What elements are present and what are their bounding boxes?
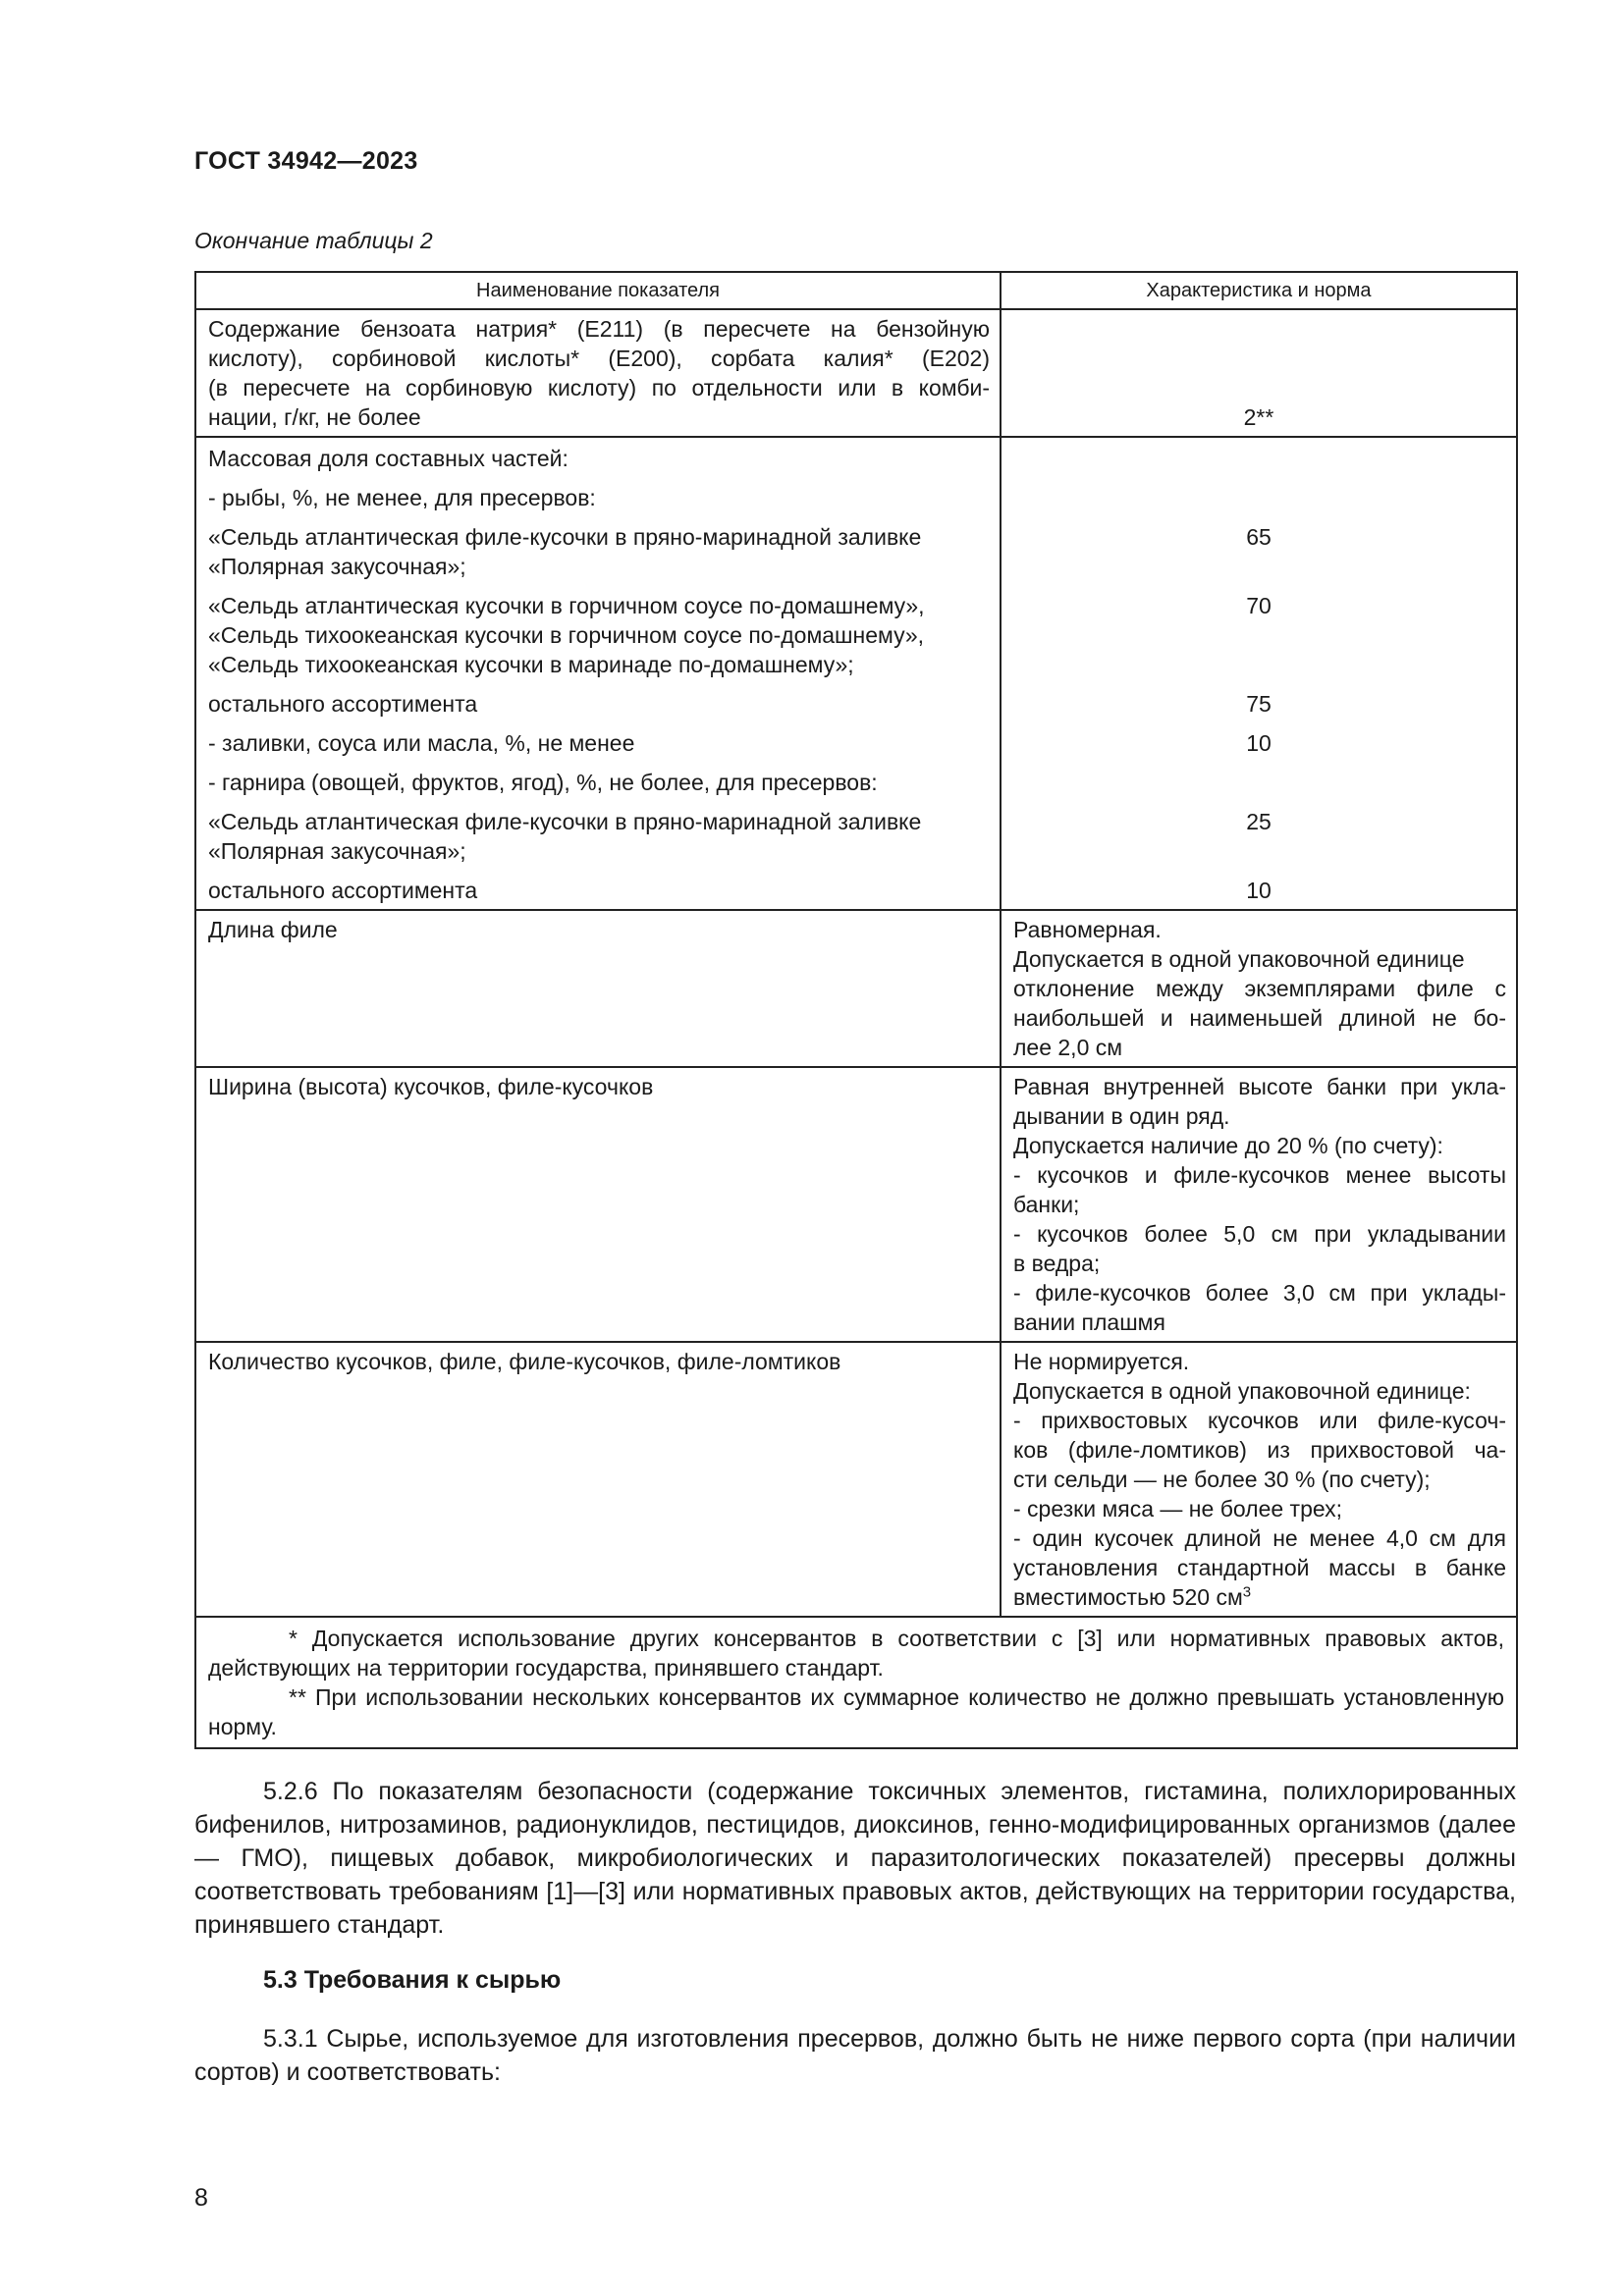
table-row-preservatives [195, 309, 1517, 437]
paragraph-5-3-1: 5.3.1 Сырье, используемое для изготовления пресервов, должно быть не ниже первого сорта (при наличии сортов) и соответствовать: [194, 2025, 1516, 2086]
piece-count-name: Количество кусочков, филе, филе-кусочков, филе-ломтиков [195, 1342, 1001, 1617]
column-header-norm: Характеристика и норма [1001, 272, 1517, 309]
table-footnotes [195, 1617, 1517, 1748]
fillet-length-name: Длина филе [195, 910, 1001, 1067]
table-row-piece-width [195, 1067, 1517, 1342]
mass-item: - заливки, соуса или масла, %, не менее [208, 730, 635, 756]
mass-value: 25 [1246, 809, 1272, 834]
mass-value: 65 [1246, 524, 1272, 550]
mass-value: 70 [1246, 593, 1272, 618]
mass-value: 10 [1246, 878, 1272, 903]
preservatives-name [195, 309, 1001, 437]
preservatives-line: нации, г/кг, не более [208, 404, 421, 430]
mass-item: - рыбы, %, не менее, для пресервов: [208, 485, 596, 510]
mass-value [1001, 444, 1516, 483]
preservatives-line: (в пересчете на сорбиновую кислоту) по отдельности или в комби- [208, 375, 990, 400]
page-number: 8 [194, 2184, 208, 2212]
section-heading-5-3: 5.3 Требования к сырью [263, 1966, 562, 1994]
preservatives-value [1001, 309, 1517, 437]
preservatives-norm: 2** [1243, 404, 1274, 430]
piece-count-norm: Не нормируется. Допускается в одной упаковочной единице: - прихвостовых кусочков или филе-кусоч- ков (филе-ломтиков) из прихвостовой ча- сти сельди — не более 30 % (по счету); - срезки мяса — не более трех; - один кусочек длиной не менее 4,0 см для установления стандартной массы в банке вместимостью 520 $см^3$ [1001, 1342, 1517, 1617]
mass-fraction-names [195, 437, 1001, 910]
mass-item: остального ассортимента [208, 878, 478, 903]
column-header-indicator: Наименование показателя [195, 272, 1001, 309]
preservatives-line: Содержание бензоата натрия* (Е211) (в пересчете на бензойную [208, 316, 990, 342]
footnotes-cell [195, 1617, 1517, 1748]
mass-item: «Сельдь атлантическая кусочки в горчичном соусе по-домашнему», «Сельдь тихоокеанская кусочки в горчичном соусе по-домашнему», «Сельдь тихоокеанская кусочки в маринаде по-домашнему»; [208, 593, 925, 677]
fillet-length-norm: Равномерная. Допускается в одной упаковочной единице отклонение между экземплярами филе с наибольшей и наименьшей длиной не бо- лее 2,0 см [1001, 910, 1517, 1067]
mass-item: Массовая доля составных частей: [208, 446, 568, 471]
piece-width-norm: Равная внутренней высоте банки при укла- дывании в один ряд. Допускается наличие до 20 % (по счету): - кусочков и филе-кусочков менее высоты банки; - кусочков более 5,0 см при укладывании в ведра; - филе-кусочков более 3,0 см при уклады- вании плашмя [1001, 1067, 1517, 1342]
table-row-piece-count [195, 1342, 1517, 1617]
mass-value [1001, 483, 1516, 522]
mass-item: - гарнира (овощей, фруктов, ягод), %, не более, для пресервов: [208, 770, 878, 795]
table-row-mass-fraction [195, 437, 1517, 910]
document-header: ГОСТ 34942—2023 [194, 147, 418, 175]
footnote-1: * Допускается использование других консервантов в соответствии с [3] или нормативных правовых актов, действующих на территории государства, принявшего стандарт. [208, 1626, 1504, 1681]
table-caption: Окончание таблицы 2 [194, 228, 433, 253]
paragraph-5-2-6: 5.2.6 По показателям безопасности (содержание токсичных элементов, гистамина, полихлорированных бифенилов, нитрозаминов, радионуклидов, пестицидов, диоксинов, генно-модифицированных организмов (далее — ГМО), пищевых добавок, микробиологических и паразитологических показателей) пресервы должны соответствовать требованиям [1]—[3] или нормативных правовых актов, действующих на территории государства, принявшего стандарт. [194, 1778, 1516, 1939]
preservatives-line: кислоту), сорбиновой кислоты* (Е200), сорбата калия* (Е202) [208, 346, 990, 371]
mass-fraction-values [1001, 437, 1517, 910]
mass-value: 75 [1246, 691, 1272, 717]
mass-item: «Сельдь атлантическая филе-кусочки в пряно-маринадной заливке «Полярная закусочная»; [208, 524, 922, 579]
mass-item: «Сельдь атлантическая филе-кусочки в пряно-маринадной заливке «Полярная закусочная»; [208, 809, 922, 864]
requirements-table [194, 271, 1518, 1749]
mass-value [1001, 768, 1516, 807]
mass-value: 10 [1246, 730, 1272, 756]
piece-width-name: Ширина (высота) кусочков, филе-кусочков [195, 1067, 1001, 1342]
table-header-row [195, 272, 1517, 309]
mass-item: остального ассортимента [208, 691, 478, 717]
table-row-fillet-length [195, 910, 1517, 1067]
footnote-2: ** При использовании нескольких консервантов их суммарное количество не должно превышать установленную норму. [208, 1684, 1504, 1739]
